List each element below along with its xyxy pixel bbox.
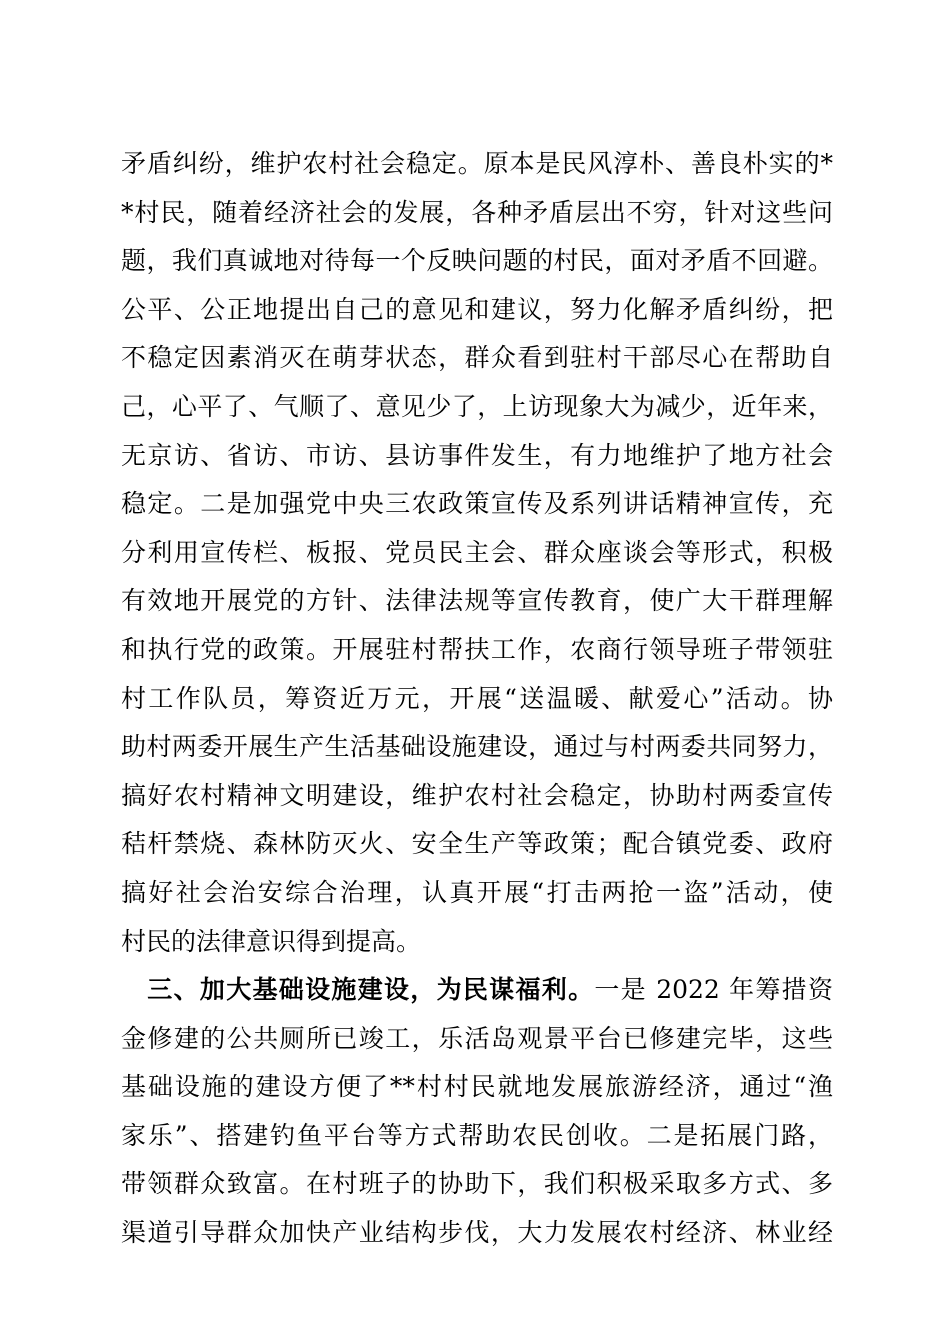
document-body: [121, 140, 833, 1258]
text-line-17: 村民的法律意识得到提高。: [121, 926, 422, 956]
text-line-5: 不稳定因素消灭在萌芽状态，群众看到驻村干部尽心在帮助自: [121, 343, 833, 373]
section-3-first-line: [121, 966, 833, 1015]
section-3-line-4: 家乐”、搭建钓鱼平台等方式帮助农民创收。二是拓展门路，: [121, 1120, 833, 1150]
text-line-6: 己，心平了、气顺了、意见少了，上访现象大为减少，近年来，: [121, 391, 833, 421]
section-3-line-6: 渠道引导群众加快产业结构步伐，大力发展农村经济、林业经: [121, 1218, 833, 1248]
text-line-1: 矛盾纠纷，维护农村社会稳定。原本是民风淳朴、善良朴实的*: [121, 149, 833, 178]
text-line-13: 助村两委开展生产生活基础设施建设，通过与村两委共同努力，: [121, 732, 833, 762]
text-line-15: 秸杆禁烧、森林防灭火、安全生产等政策；配合镇党委、政府: [121, 829, 833, 859]
section-3-line-5: 带领群众致富。在村班子的协助下，我们积极采取多方式、多: [121, 1169, 833, 1199]
text-line-9: 分利用宣传栏、板报、党员民主会、群众座谈会等形式，积极: [121, 537, 833, 567]
text-line-7: 无京访、省访、市访、县访事件发生，有力地维护了地方社会: [121, 440, 833, 470]
text-line-12: 村工作队员，筹资近万元，开展“送温暖、献爱心”活动。协: [121, 683, 833, 713]
text-line-14: 搞好农村精神文明建设，维护农村社会稳定，协助村两委宣传: [121, 780, 833, 810]
section-3-line-3: 基础设施的建设方便了**村村民就地发展旅游经济，通过“渔: [121, 1072, 833, 1102]
section-3-first-line-text: 一是 2022 年筹措资: [594, 975, 833, 1005]
text-line-8: 稳定。二是加强党中央三农政策宣传及系列讲话精神宣传，充: [121, 489, 833, 519]
text-line-2: *村民，随着经济社会的发展，各种矛盾层出不穷，针对这些问: [121, 197, 833, 227]
text-line-16: 搞好社会治安综合治理，认真开展“打击两抢一盗”活动，使: [121, 877, 833, 907]
text-line-10: 有效地开展党的方针、法律法规等宣传教育，使广大干群理解: [121, 586, 833, 616]
section-3-line-2: 金修建的公共厕所已竣工，乐活岛观景平台已修建完毕，这些: [121, 1023, 833, 1053]
text-line-4: 公平、公正地提出自己的意见和建议，努力化解矛盾纠纷，把: [121, 294, 833, 324]
text-line-11: 和执行党的政策。开展驻村帮扶工作，农商行领导班子带领驻: [121, 634, 833, 664]
text-line-3: 题，我们真诚地对待每一个反映问题的村民，面对矛盾不回避。: [121, 246, 833, 276]
section-3-heading: 三、加大基础设施建设，为民谋福利。: [146, 975, 595, 1005]
